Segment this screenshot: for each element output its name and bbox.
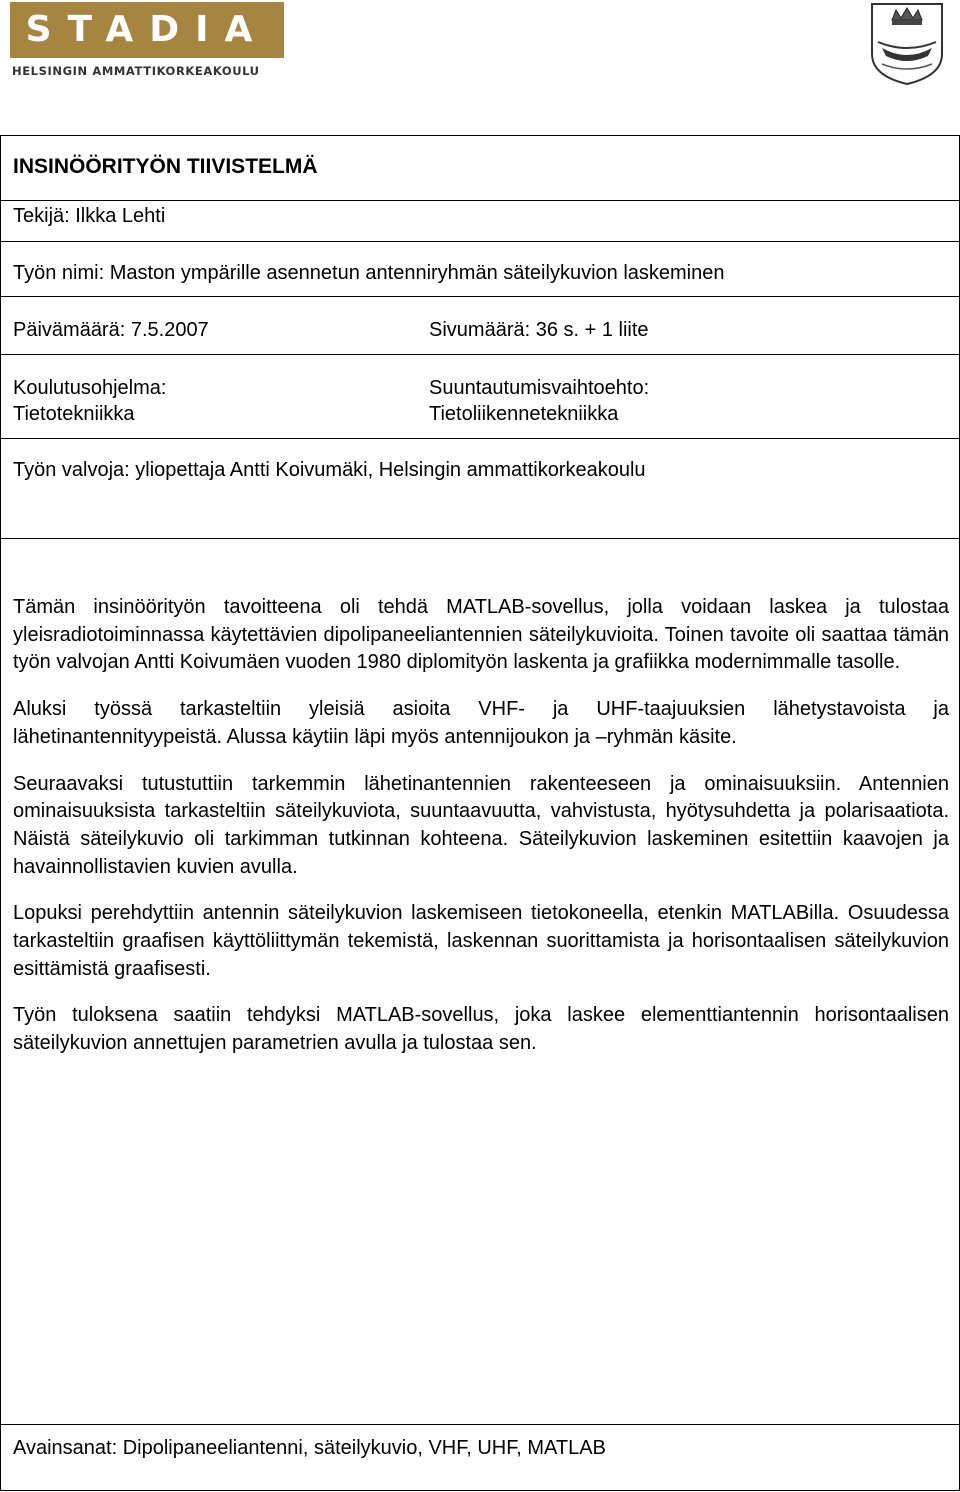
date-field: Päivämäärä: 7.5.2007 <box>13 319 209 341</box>
form-title: INSINÖÖRITYÖN TIIVISTELMÄ <box>13 155 318 178</box>
supervisor-field: Työn valvoja: yliopettaja Antti Koivumäki, Helsingin ammattikorkeakoulu <box>13 459 646 481</box>
stadia-logo-word: STADIA <box>25 9 269 50</box>
abstract-paragraph: Työn tuloksena saatiin tehdyksi MATLAB-sovellus, joka laskee elementtiantennin horisontaalisen säteilykuvion annettujen parametrien avulla ja tulostaa sen. <box>13 1004 949 1055</box>
author-field: Tekijä: Ilkka Lehti <box>13 205 166 227</box>
specialization-label: Suuntautumisvaihtoehto: <box>429 377 650 399</box>
divider <box>1 438 959 439</box>
keywords-field: Avainsanat: Dipolipaneeliantenni, säteilykuvio, VHF, UHF, MATLAB <box>13 1437 606 1459</box>
divider <box>1 241 959 242</box>
divider <box>1 1424 959 1425</box>
divider <box>1 354 959 355</box>
program-value: Tietotekniikka <box>13 403 135 425</box>
page-count-field: Sivumäärä: 36 s. + 1 liite <box>429 319 649 341</box>
stadia-logo-subtitle: HELSINGIN AMMATTIKORKEAKOULU <box>12 64 260 78</box>
specialization-value: Tietoliikennetekniikka <box>429 403 619 425</box>
divider <box>1 296 959 297</box>
helsinki-crest-icon <box>868 2 946 86</box>
stadia-logo <box>10 2 286 86</box>
divider <box>1 538 959 539</box>
abstract-text <box>13 594 949 1077</box>
stadia-logo-box <box>10 2 284 58</box>
program-label: Koulutusohjelma: <box>13 377 167 399</box>
abstract-paragraph: Seuraavaksi tutustuttiin tarkemmin lähetinantennien rakenteeseen ja ominaisuuksiin. Antennien ominaisuuksista tarkasteltiin säteilykuviota, suuntaavuutta, vahvistusta, hyötysuhdetta ja polarisaatiota. Näistä säteilykuvio oli tarkimman tutkinnan kohteena. Säteilykuvion laskeminen esitettiin kaavojen ja havainnollistavien kuvien avulla. <box>13 772 949 878</box>
abstract-form <box>0 135 960 1491</box>
abstract-paragraph: Tämän insinöörityön tavoitteena oli tehdä MATLAB-sovellus, jolla voidaan laskea ja tulostaa yleisradiotoiminnassa käytettävien dipolipaneeliantennien säteilykuvioita. Toinen tavoite oli saattaa tämän työn valvojan Antti Koivumäen vuoden 1980 diplomityön laskenta ja grafiikka modernimmalle tasolle. <box>13 596 949 674</box>
abstract-paragraph: Aluksi työssä tarkasteltiin yleisiä asioita VHF- ja UHF-taajuuksien lähetystavoista ja lähetinantennityypeistä. Alussa käytiin läpi myös antennijoukon ja –ryhmän käsite. <box>13 698 949 748</box>
divider <box>1 200 959 201</box>
thesis-name-field: Työn nimi: Maston ympärille asennetun antenniryhmän säteilykuvion laskeminen <box>13 262 725 284</box>
abstract-paragraph: Lopuksi perehdyttiin antennin säteilykuvion laskemiseen tietokoneella, etenkin MATLABilla. Osuudessa tarkasteltiin graafisen käyttöliittymän tekemistä, laskennan suorittamista ja horisontaalisen säteilykuvion esittämistä graafisesti. <box>13 902 949 980</box>
